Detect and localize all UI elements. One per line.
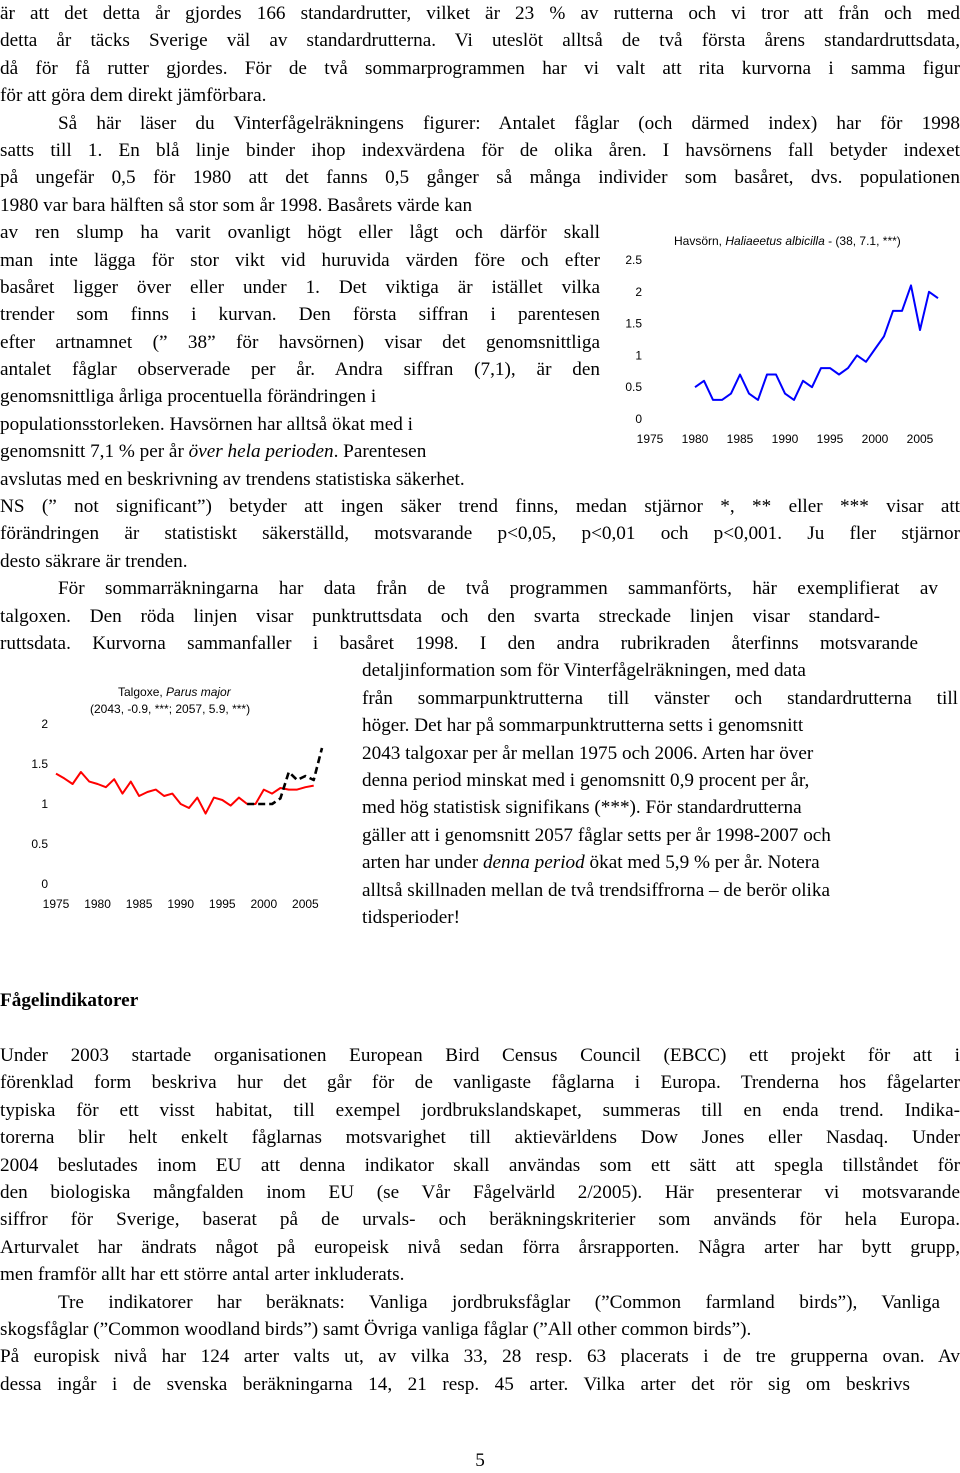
- chart-series: [56, 748, 322, 814]
- text-line: NS (” not significant”) betyder att ingen säker trend finns, medan stjärnor *, ** eller *** visar att: [0, 496, 960, 518]
- chart-title-species: Haliaeetus albicilla: [725, 234, 825, 248]
- text-line: efter artnamnet (” 38” för havsörnen) visar det genomsnittliga: [0, 331, 600, 353]
- chart-title-prefix: Talgoxe,: [118, 685, 167, 699]
- y-tick-label: 1.5: [625, 316, 642, 331]
- x-tick-labels: [637, 432, 934, 446]
- text-line: Arturvalet har ändrats något på europeisk nivå sedan förra årsrapporten. Några arter har bytt grupp,: [0, 1236, 960, 1258]
- text-line: tidsperioder!: [362, 906, 461, 928]
- text-run-italic: över hela perioden: [188, 441, 334, 463]
- chart-title-line1: [118, 685, 232, 699]
- x-tick-label: 2005: [292, 897, 319, 911]
- text-line: desto säkrare är trenden.: [0, 550, 188, 572]
- text-line: den biologiska mångfalden inom EU (se Vår Fågelvärld 2/2005). Här presenterar vi motsvarande: [0, 1181, 960, 1203]
- series-line: [247, 748, 322, 804]
- text-line: [362, 849, 958, 876]
- text-line: skogsfåglar (”Common woodland birds”) samt Övriga vanliga fåglar (”All other common birds”).: [0, 1318, 752, 1340]
- text-line: antalet fåglar observerade per år. Andra siffran (7,1), är den: [0, 359, 600, 381]
- text-line: satts till 1. En blå linje binder ihop indexvärdena för de olika åren. I havsörnens fall betyder indexet: [0, 139, 960, 161]
- text-run: arten har under: [362, 852, 483, 874]
- text-line: genomsnittliga årliga procentuella förändringen i: [0, 386, 377, 408]
- text-line: torerna blir helt enkelt fåglarnas motsvarighet till aktievärldens Dow Jones eller Nasdaq. Under: [0, 1127, 960, 1149]
- text-line: 2004 beslutades inom EU att denna indikator skall användas som ett sätt att spegla tillståndet för: [0, 1154, 960, 1176]
- x-tick-label: 1995: [208, 897, 236, 911]
- text-line: avslutas med en beskrivning av trendens statistiska säkerhet.: [0, 468, 465, 490]
- text-line: från sommarpunktrutterna till vänster och standardrutterna till: [362, 687, 958, 709]
- text-line: på ungefär 0,5 för 1980 att det fanns 0,5 gånger så många individer som basåret, dvs. populationen: [0, 167, 960, 189]
- text-run: ökat med 5,9 % per år. Notera: [584, 852, 820, 874]
- text-line: 1980 var bara hälften så stor som år 1998. Basårets värde kan: [0, 194, 473, 216]
- text-line: basåret ligger över eller under 1. Det viktiga är istället vilka: [0, 276, 600, 298]
- text-line: förenklad form beskriva hur det går för de vanligaste fåglarna i Europa. Trenderna hos fågelarter: [0, 1072, 960, 1094]
- x-tick-label: 1980: [84, 897, 111, 911]
- x-tick-label: 1975: [42, 897, 70, 911]
- text-run: genomsnitt 7,1 % per år: [0, 441, 189, 463]
- chart-title: [674, 234, 901, 248]
- series-line: [695, 285, 938, 400]
- y-tick-label: 2.5: [625, 253, 642, 267]
- chart-title-prefix: Havsörn,: [674, 234, 726, 248]
- series-line: [56, 772, 314, 814]
- chart-havsorn: [612, 222, 954, 452]
- text-line: populationsstorleken. Havsörnen har alltså ökat med i: [0, 413, 413, 435]
- text-line: denna period minskat med i genomsnitt 0,9 procent per år,: [362, 769, 810, 791]
- y-tick-label: 1: [41, 797, 48, 811]
- text-line: detaljinformation som för Vinterfågelräkningen, med data: [362, 660, 806, 682]
- text-line: Tre indikatorer har beräknats: Vanliga jordbruksfåglar (”Common farmland birds”), Vanliga: [58, 1291, 940, 1313]
- text-block-indicators: [0, 1042, 960, 1398]
- text-line: med hög statistisk signifikans (***). För standardrutterna: [362, 797, 802, 819]
- text-line: för att göra dem direkt jämförbara.: [0, 85, 267, 107]
- text-line: detta år täcks Sverige väl av standardrutterna. Vi uteslöt alltså de två första årens standardruttsdata,: [0, 30, 960, 52]
- x-tick-label: 1995: [816, 432, 844, 446]
- x-tick-label: 1990: [167, 897, 195, 911]
- section-heading: Fågelindikatorer: [0, 990, 139, 1011]
- x-tick-label: 1975: [636, 432, 664, 446]
- x-tick-label: 1990: [771, 432, 799, 446]
- text-line: På europisk nivå har 124 arter valts ut, av vilka 33, 28 resp. 63 placerats i de tre grupperna ovan. Av: [0, 1346, 960, 1368]
- text-line: talgoxen. Den röda linjen visar punktruttsdata och den svarta streckade linjen visar standard-: [0, 605, 880, 627]
- chart-title-species: Parus major: [166, 685, 231, 699]
- chart-series: [695, 285, 938, 400]
- y-tick-label: 1.5: [31, 757, 48, 771]
- y-tick-labels: [31, 717, 48, 891]
- text-line: För sommarräkningarna har data från de två programmen sammanförts, här exemplifierat av: [58, 578, 938, 600]
- text-line: ruttsdata. Kurvorna sammanfaller i basåret 1998. I den andra rubrikraden återfinns motsvarande: [0, 632, 918, 654]
- text-line: siffror för Sverige, baserat på de urvals- och beräkningskriterier som används för hela Europa.: [0, 1209, 960, 1231]
- x-tick-label: 1985: [125, 897, 153, 911]
- text-line: höger. Det har på sommarpunktrutterna setts i genomsnitt: [362, 715, 804, 737]
- x-tick-label: 1980: [681, 432, 709, 446]
- text-line: Under 2003 startade organisationen European Bird Census Council (EBCC) ett projekt för att i: [0, 1045, 960, 1066]
- x-tick-label: 2005: [906, 432, 934, 446]
- text-line: man inte lägga för stor vikt vid huruvida värden före och efter: [0, 249, 600, 271]
- page-number: 5: [475, 1450, 485, 1471]
- y-tick-label: 2: [635, 284, 642, 299]
- chart-talgoxe: [22, 680, 332, 920]
- y-tick-label: 0.5: [31, 837, 48, 851]
- y-tick-label: 0: [41, 877, 48, 891]
- x-tick-labels: [43, 897, 319, 911]
- y-tick-label: 2: [41, 717, 48, 731]
- text-line: är att det detta år gjordes 166 standardrutter, vilket är 23 % av rutterna och vi tror att från och med: [0, 3, 960, 24]
- text-line: dessa ingår i de svenska beräkningarna 14, 21 resp. 45 arter. Vilka arter det rör sig om beskrivs: [0, 1373, 910, 1395]
- y-tick-labels: [625, 253, 642, 426]
- text-run: . Parentesen: [333, 441, 427, 463]
- text-line: trender som finns i kurvan. Den första siffran i parentesen: [0, 304, 600, 326]
- y-tick-label: 0: [635, 412, 642, 426]
- y-tick-label: 1: [635, 348, 642, 363]
- text-line: typiska för ett visst habitat, till exempel jordbrukslandskapet, summeras till en enda trend. Indika-: [0, 1099, 960, 1121]
- text-line: av ren slump ha varit ovanligt högt eller lågt och därför skall: [0, 222, 600, 244]
- text-line: Så här läser du Vinterfågelräkningens figurer: Antalet fåglar (och därmed index) har för 1998: [58, 112, 960, 134]
- x-tick-label: 2000: [861, 432, 889, 446]
- y-tick-label: 0.5: [625, 380, 642, 395]
- text-line: förändringen är statistiskt säkerställd, motsvarande p<0,05, p<0,01 och p<0,001. Ju fler stjärnor: [0, 523, 960, 545]
- chart-title-suffix: - (38, 7.1, ***): [824, 234, 901, 248]
- text-line: gäller att i genomsnitt 2057 fåglar setts per år 1998-2007 och: [362, 824, 831, 846]
- text-line: 2043 talgoxar per år mellan 1975 och 2006. Arten har över: [362, 742, 814, 764]
- x-tick-label: 1985: [726, 432, 754, 446]
- x-tick-label: 2000: [250, 897, 278, 911]
- text-line: alltså skillnaden mellan de två trendsiffrorna – de berör olika: [362, 879, 830, 901]
- text-line: då för få rutter gjordes. För de två sommarprogrammen har vi valt att rita kurvorna i samma figur: [0, 57, 960, 79]
- chart-title-line2: (2043, -0.9, ***; 2057, 5.9, ***): [90, 702, 251, 716]
- text-run-italic: denna period: [482, 852, 585, 874]
- text-line: men framför allt har ett större antal arter inkluderats.: [0, 1264, 405, 1286]
